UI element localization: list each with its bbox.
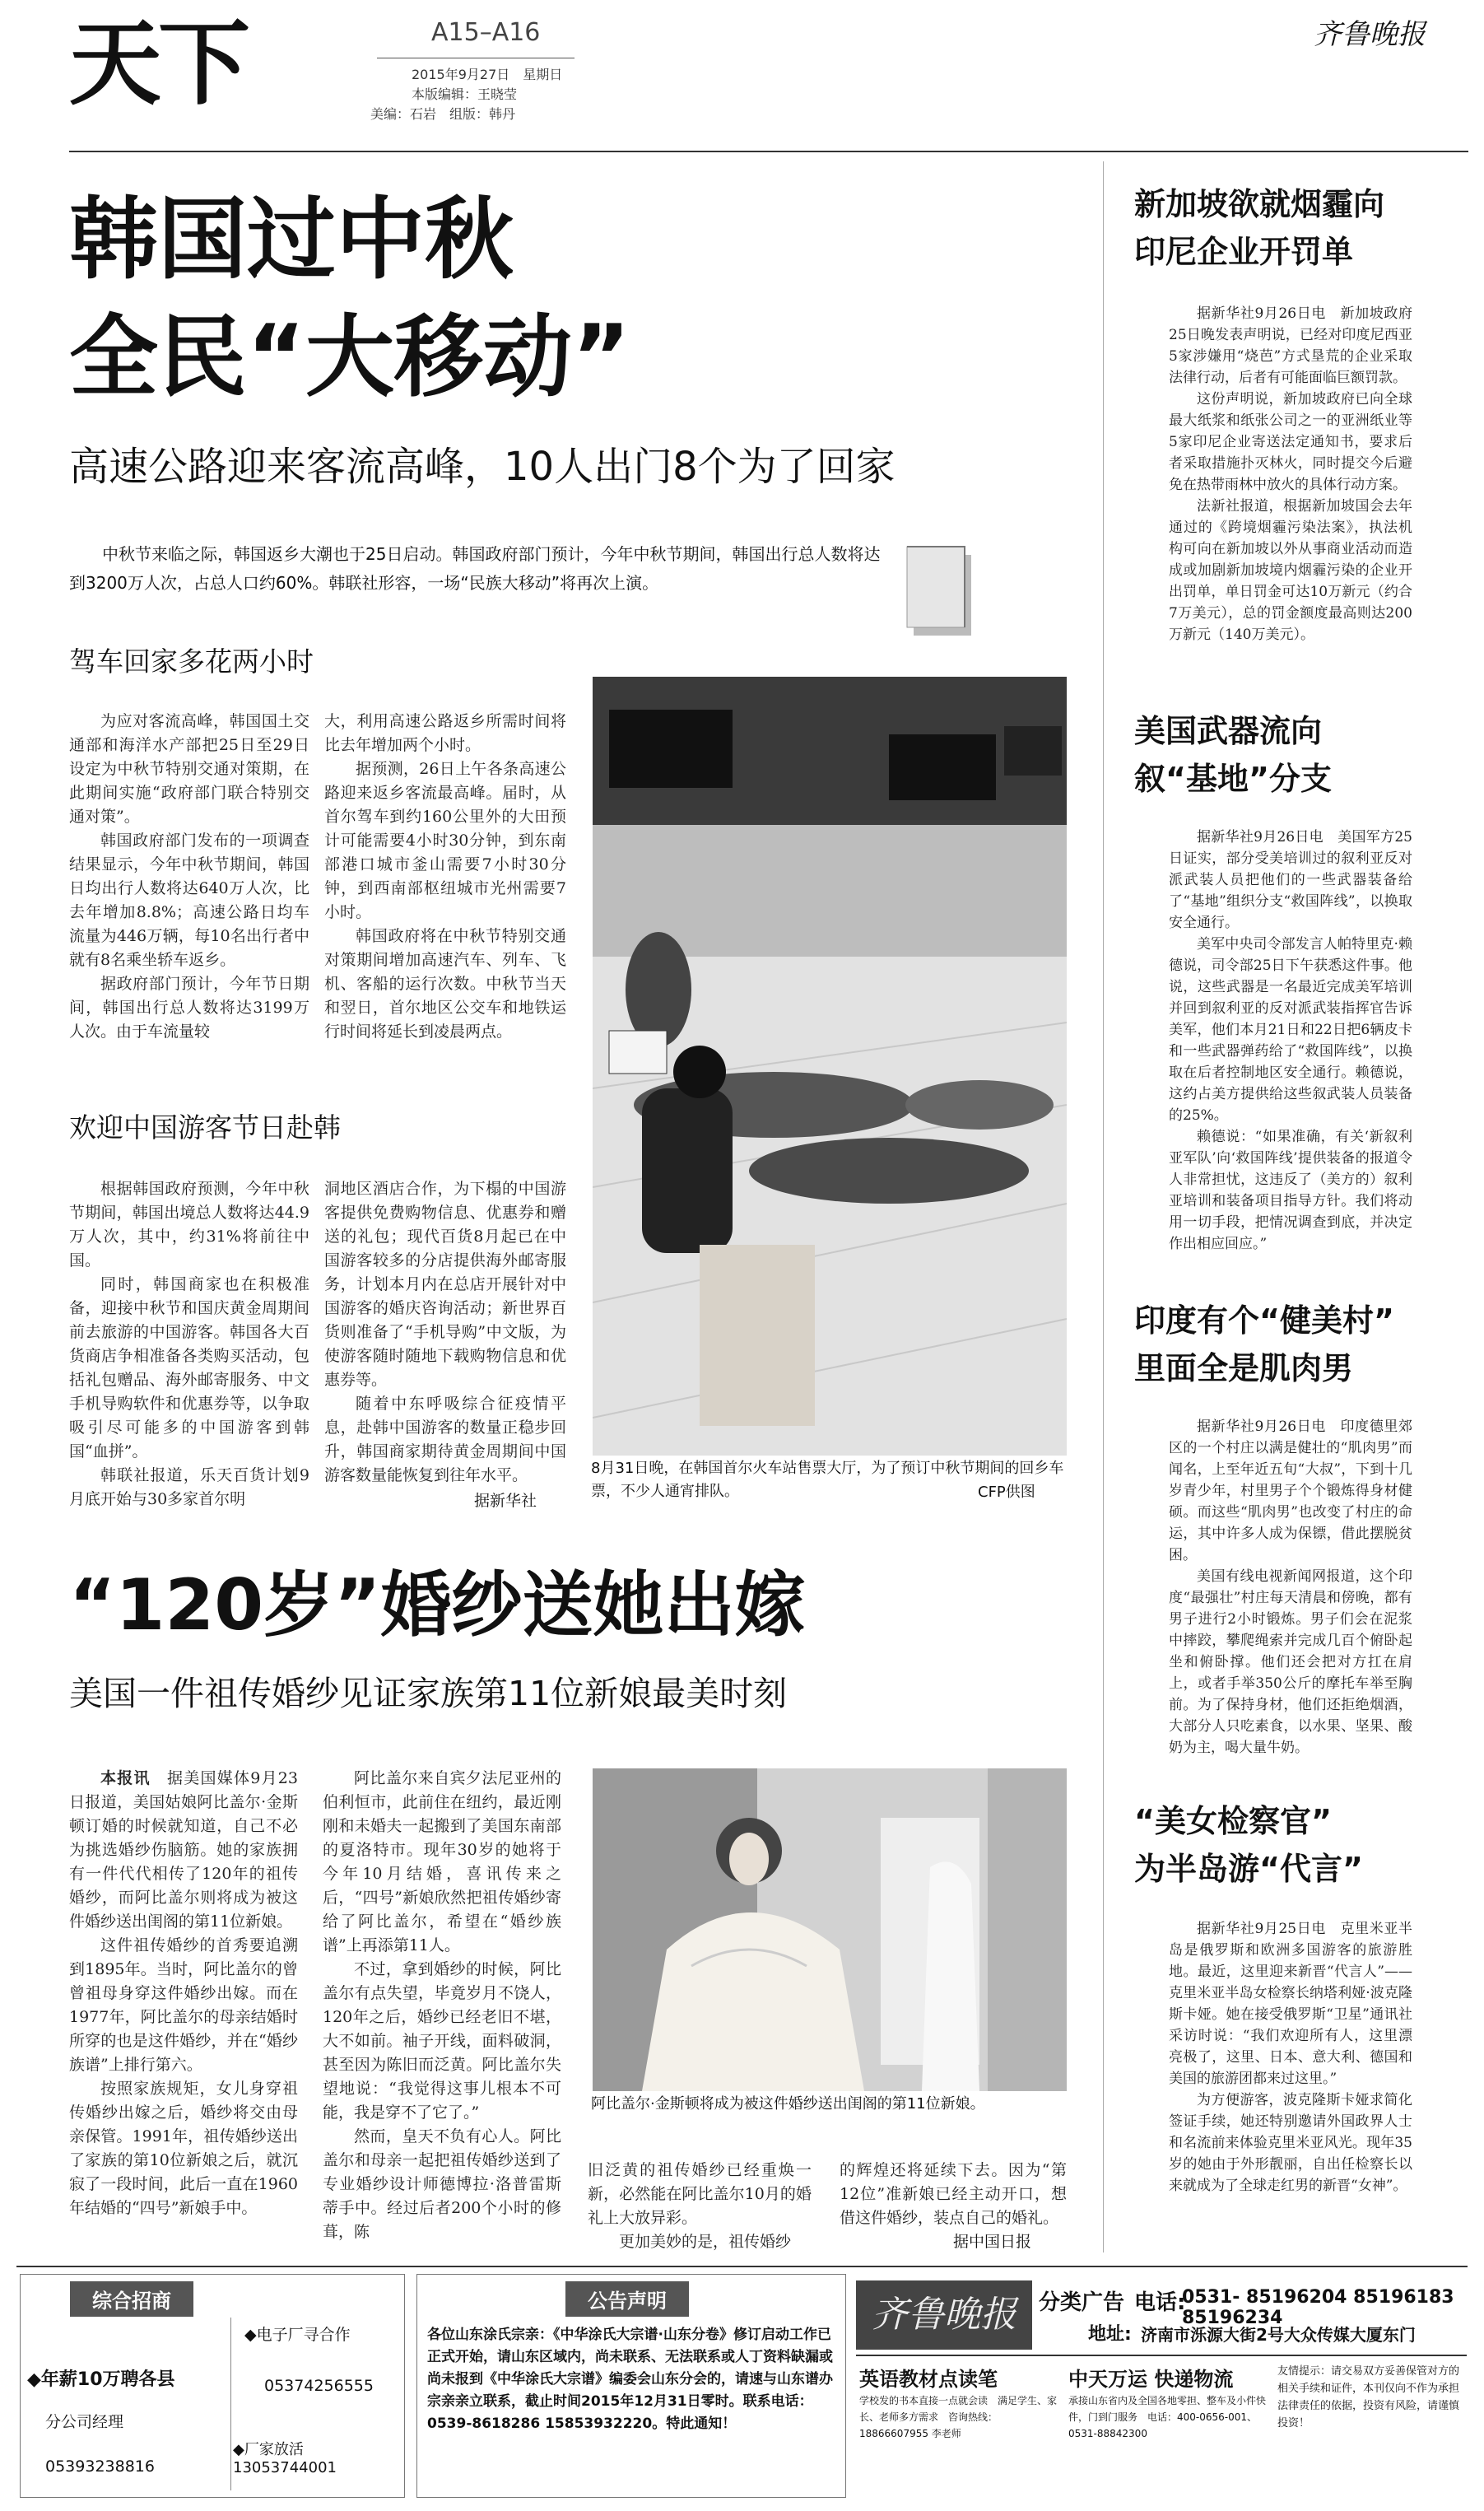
logistics-ad-text: 承接山东省内及全国各地零担、整车及小件快件，门到门服务 电话：400-0656-001、0531-88842300 [1068,2395,1267,2439]
sidebar-story2-title-line1: 美国武器流向 [1134,713,1323,749]
sidebar-story1-title-line1: 新加坡欲就烟霾向 [1134,186,1385,222]
wedding-dress-photo [593,1768,1067,2091]
wc3-p2: 更加美妙的是，祖传婚纱 [619,2233,792,2251]
masthead-rule [69,151,1468,152]
notice-text: 各位山东涂氏宗亲：《中华涂氏大宗谱·山东分卷》修订启动工作已正式开始，请山东区域内，尚未联系、无法联系或人丁资料缺漏或尚未报到《中华涂氏大宗谱》编委会山东分会的，请速与山东谱办宗亲亲立联系，截止时间2015年12月31日零时。联系电话：0539-8618286 15853932220。特此通知！ [427,2327,833,2432]
sidebar-story3-title-line1: 印度有个“健美村” [1134,1302,1394,1339]
sidebar-story3-title-line2: 里面全是肌肉男 [1134,1350,1354,1386]
section1-column2 [324,710,566,1097]
electronics-label: ◆电子厂寻合作 [244,2326,351,2344]
page-designers: 美编：石岩 组版：韩丹 [370,106,516,122]
classified-logo: 齐鲁晚报 [856,2280,1032,2350]
s1c2-p2: 据预测，26日上午各条高速公路迎来返乡客流最高峰。届时，从首尔驾车到约160公里外的大田预计可能需要4小时30分钟，到东南部港口城市釜山需要7小时30分钟，到西南部枢纽城市光州需要7小时。 [324,760,566,921]
electronics-phone: 05374256555 [264,2377,374,2395]
section1-title: 驾车回家多花两小时 [69,645,314,678]
notice-small: 友情提示：请交易双方妥善保管对方的相关手续和证件，本刊仅向不作为承担法律责任的依据，投资有风险，请谨慎投资！ [1277,2365,1460,2429]
train-photo-credit: CFP供图 [978,1484,1035,1501]
classified-ad [856,2274,1467,2496]
classified-address: 济南市泺源大街2号大众传媒大厦东门 [1141,2325,1416,2345]
classified-phone-label: 电话: [1134,2290,1186,2315]
wedding-photo-caption-text: 阿比盖尔·金斯顿将成为被这件婚纱送出闺阁的第11位新娘。 [591,2095,985,2113]
main-lead [69,540,884,598]
ads-top-rule [16,2266,1468,2267]
ss3-p1: 据新华社9月26日电 印度德里郊区的一个村庄以满是健壮的“肌肉男”而闻名，上至年近五旬“大叔”，下到十几岁青少年，村里男子个个锻炼得身材健硕。而这些“肌肉男”也改变了村庄的命运，其中许多人成为保镖，借此摆脱贫困。 [1169,1419,1412,1563]
english-ad-text: 学校发的书本直接一点就会读 满足学生、家长、老师多方需求 咨询热线：18866607955 李老师 [859,2395,1058,2439]
wedding-column1 [69,1767,298,2244]
s1c2-p3: 韩国政府将在中秋节特别交通对策期间增加高速汽车、列车、飞机、客船的运行次数。中秋节当天和翌日，首尔地区公交车和地铁运行时间将延长到凌晨两点。 [324,927,566,1041]
classified-rule [856,2355,1467,2356]
recruit-header: 综合招商 [70,2281,193,2317]
sidebar-story2-body [1169,827,1412,1261]
wc2-p2: 不过，拿到婚纱的时候，阿比盖尔有点失望，毕竟岁月不饶人，120年之后，婚纱已经老旧不堪，大不如前。袖子开线，面料破洞，甚至因为陈旧而泛黄。阿比盖尔失望地说：“我觉得这事儿根本不可能，我是穿不了它了。” [323,1960,561,2122]
sidebar-story4-title-line2: 为半岛游“代言” [1134,1851,1363,1887]
ss3-p2: 美国有线电视新闻网报道，这个印度“最强壮”村庄每天清晨和傍晚，都有男子进行2小时锻炼。男子们会在泥浆中摔跤，攀爬绳索并完成几百个俯卧起坐和俯卧撑。他们还会把对方扛在肩上，或者手举350公斤的摩托车举至胸前。为了保持身材，他们还拒绝烟酒，大部分人只吃素食，以水果、坚果、酸奶为主，喝大量牛奶。 [1169,1568,1412,1756]
recruit-divider [230,2318,231,2490]
wc1-p3: 按照家族规矩，女儿身穿祖传婚纱出嫁之后，婚纱将交由母亲保管。1991年，祖传婚纱送出了家族的第10位新娘之后，就沉寂了一段时间，此后一直在1960年结婚的“四号”新娘手中。 [69,2080,298,2217]
sidebar-story3-body [1169,1416,1412,1765]
ss2-p1: 据新华社9月26日电 美国军方25日证实，部分受美培训过的叙利亚反对派武装人员把他们的一些武器装备给了“基地”组织分支“救国阵线”，以换取安全通行。 [1169,829,1412,931]
section2-title: 欢迎中国游客节日赴韩 [69,1111,341,1144]
ss1-p2: 这份声明说，新加坡政府已向全球最大纸浆和纸张公司之一的亚洲纸业等5家印尼企业寄送法定通知书，要求后者采取措施扑灭林火，同时提交今后避免在热带雨林中放火的具体行动方案。 [1169,391,1412,493]
recruit-phone: 05393238816 [45,2457,155,2476]
ss4-p1: 据新华社9月25日电 克里米亚半岛是俄罗斯和欧洲多国游客的旅游胜地。最近，这里迎来新晋“代言人”——克里米亚半岛女检察长纳塔利娅·波克隆斯卡娅。她在接受俄罗斯“卫星”通讯社采访时说：“我们欢迎所有人，这里漂亮极了，这里、日本、意大利、德国和美国的旅游团都来过这里。” [1169,1921,1412,2087]
wedding-byline: 本报讯 [100,1769,151,1787]
wedding-column4 [840,2159,1067,2233]
page-editor: 本版编辑：王晓莹 [412,86,518,102]
recruit-salary: ◆年薪10万聘各县 [27,2369,175,2390]
wc2-p3: 然而，皇天不负有心人。阿比盖尔和母亲一起把祖传婚纱送到了专业婚纱设计师德博拉·洛普雷斯蒂手中。经过后者200个小时的修葺，陈 [323,2127,561,2241]
section2-credit: 据新华社 [474,1492,537,1510]
main-subhead: 高速公路迎来客流高峰，10人出门8个为了回家 [69,444,896,490]
sidebar-divider [1103,161,1104,2252]
wc4-p1: 的辉煌还将延续下去。因为“第12位”准新娘已经主动开口，想借这件婚纱，装点自己的婚礼。 [840,2161,1067,2227]
s1c1-p1: 为应对客流高峰，韩国国土交通部和海洋水产部把25日至29日设定为中秋节特别交通对策期，在此期间实施“政府部门联合特别交通对策”。 [69,712,309,826]
second-headline: “120岁”婚纱送她出嫁 [69,1564,806,1647]
paper-logo: 齐鲁晚报 [1314,18,1426,51]
sidebar-story4-title-line1: “美女检察官” [1134,1803,1332,1839]
wc3-p1: 旧泛黄的祖传婚纱已经重焕一新，必然能在阿比盖尔10月的婚礼上大放异彩。 [588,2161,812,2227]
recruit-ad [20,2274,405,2498]
wedding-column2 [323,1767,561,2244]
page-numbers: A15–A16 [431,18,541,47]
wc1-p1-text: 据美国媒体9月23日报道，美国姑娘阿比盖尔·金斯顿订婚的时候就知道，自己不必为挑选婚纱伤脑筋。她的家族拥有一件代代相传了120年的祖传婚纱，而阿比盖尔则将成为被这件婚纱送出闺阁的第11位新娘。 [69,1769,298,1931]
s2c1-p3: 韩联社报道，乐天百货计划9月底开始与30多家首尔明 [69,1466,309,1508]
wedding-column3 [588,2159,812,2257]
section2-column1 [69,1177,309,1515]
main-headline-line2: 全民“大移动” [69,306,630,409]
ss2-p3: 赖德说：“如果准确，有关‘新叙利亚军队’向‘救国阵线’提供装备的报道令人非常担忧，这违反了（美方的）叙利亚培训和装备项目指导方针。我们将动用一切手段，把情况调查到底，并决定作出相应回应。” [1169,1129,1412,1252]
logistics-ad-title: 中天万运 快递物流 [1068,2368,1234,2391]
train-station-photo [593,677,1067,1456]
issue-date: 2015年9月27日 星期日 [412,67,563,82]
wedding-credit: 据中国日报 [953,2233,1032,2251]
s1c2-p1: 大，利用高速公路返乡所需时间将比去年增加两个小时。 [324,712,566,754]
s2c2-p2: 随着中东呼吸综合征疫情平息，赴韩中国游客的数量正稳步回升，韩国商家期待黄金周期间中国游客数量能恢复到往年水平。 [324,1395,566,1484]
s1c1-p2: 韩国政府部门发布的一项调查结果显示，今年中秋节期间，韩国日均出行人数将达640万人次，比去年增加8.8%；高速公路日均车流量为446万辆，每10名出行者中就有8名乘坐轿车返乡。 [69,832,309,969]
ss4-p2: 为方便游客，波克隆斯卡娅求简化签证手续，她还特别邀请外国政界人士和名流前来体验克里米亚风光。现年35岁的她由于外形靓丽，自出任检察长以来就成为了全球走红男的新晋“女神”。 [1169,2092,1412,2194]
sidebar-story4-body [1169,1918,1412,2248]
wedding-photo-caption [591,2093,1068,2116]
s2c1-p1: 根据韩国政府预测，今年中秋节期间，韩国出境总人数将达44.9万人次，其中，约31%将前往中国。 [69,1180,309,1269]
wc1-p2: 这件祖传婚纱的首秀要追溯到1895年。当时，阿比盖尔的曾曾祖母身穿这件婚纱出嫁。而在1977年，阿比盖尔的母亲结婚时所穿的也是这件婚纱，并在“婚纱族谱”上排行第六。 [69,1936,298,2074]
section2-column2 [324,1177,566,1515]
classified-address-label: 地址: [1088,2324,1132,2345]
sidebar-story2-title-line2: 叙“基地”分支 [1134,761,1332,797]
recruit-role: 分公司经理 [45,2413,124,2431]
ss1-p1: 据新华社9月26日电 新加坡政府25日晚发表声明说，已经对印度尼西亚5家涉嫌用“烧芭”方式垦荒的企业采取法律行动，后者有可能面临巨额罚款。 [1169,305,1412,386]
second-subhead: 美国一件祖传婚纱见证家族第11位新娘最美时刻 [69,1674,788,1713]
wc1-p1 [69,1767,298,1934]
main-headline-line1: 韩国过中秋 [69,189,514,291]
s2c2-p1: 洞地区酒店合作，为下榻的中国游客提供免费购物信息、优惠券和赠送的礼包；现代百货8月起已在中国游客较多的分店提供海外邮寄服务，计划本月内在总店开展针对中国游客的婚庆咨询活动；新世界百货则准备了“手机导购”中文版，为使游客随时随地下载购物信息和优惠券等。 [324,1180,566,1389]
sidebar-story1-title-line2: 印尼企业开罚单 [1134,234,1354,270]
classified-phones: 0531- 85196204 85196183 85196234 [1182,2287,1454,2328]
classified-title: 分类广告 [1039,2290,1125,2315]
train-photo-caption-text: 8月31日晚，在韩国首尔火车站售票大厅，为了预订中秋节期间的回乡车票，不少人通宵排队。 [591,1460,1064,1500]
article-box-icon [905,543,981,641]
factory-label: ◆厂家放活13053744001 [233,2441,337,2476]
wc2-p1: 阿比盖尔来自宾夕法尼亚州的伯利恒市，此前住在纽约，最近刚刚和未婚夫一起搬到了美国东南部的夏洛特市。现年30岁的她将于今年10月结婚，喜讯传来之后，“四号”新娘欣然把祖传婚纱寄给了阿比盖尔，希望在“婚纱族谱”上再添第11人。 [323,1769,561,1954]
section1-column1 [69,710,309,1097]
sidebar-story1-body [1169,303,1412,662]
s2c1-p2: 同时，韩国商家也在积极准备，迎接中秋节和国庆黄金周期间前去旅游的中国游客。韩国各大百货商店争相准备各类购买活动，包括礼包赠品、海外邮寄服务、中文手机导购软件和优惠券等，以争取吸引尽可能多的中国游客到韩国“血拼”。 [69,1275,309,1460]
ss1-p3: 法新社报道，根据新加坡国会去年通过的《跨境烟霾污染法案》，执法机构可向在新加坡以外从事商业活动而造成或加剧新加坡境内烟霾污染的企业开出罚单，单日罚金可达10万新元（约合7万美元），总的罚金额度最高则达200万新元（140万美元）。 [1169,498,1412,643]
notice-ad [416,2274,846,2498]
notice-header: 公告声明 [565,2281,689,2317]
ss2-p2: 美军中央司令部发言人帕特里克·赖德说，司令部25日下午获悉这件事。他说，这些武器是一名最近完成美军培训并回到叙利亚的反对派武装指挥官告诉美军，他们本月21日和22日把6辆皮卡和一些武器弹药给了“救国阵线”，以换取在后者控制地区安全通行。赖德说，这约占美方提供给这些叙武装人员装备的25%。 [1169,936,1412,1124]
section-logo: 天下 [69,11,247,118]
s1c1-p3: 据政府部门预计，今年节日期间，韩国出行总人数将达3199万人次。由于车流量较 [69,975,309,1041]
english-ad-title: 英语教材点读笔 [859,2368,998,2391]
main-lead-text: 中秋节来临之际，韩国返乡大潮也于25日启动。韩国政府部门预计，今年中秋节期间，韩国出行总人数将达到3200万人次，占总人口约60%。韩联社形容，一场“民族大移动”将再次上演。 [69,544,881,593]
